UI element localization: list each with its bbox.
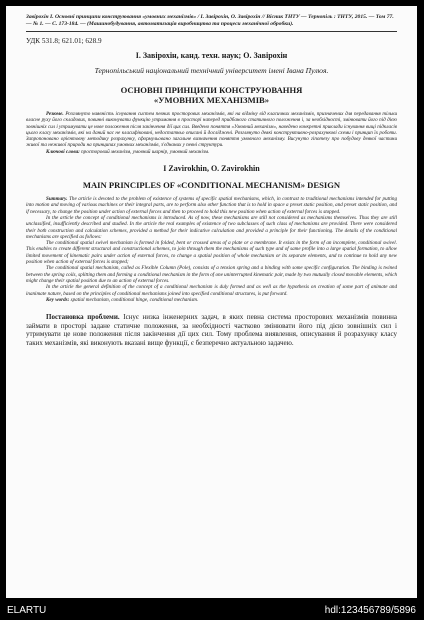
abstract-english-text-1: The article is devoted to the problem of existence of systems of specific spatial mechanisms, which, in contrast to traditional mechanisms intended for putting into motion and moving of various machines or their integral parts, are to perform also other function that is to hold in space a preset static position, and preset static position, and if necessary, to change the position under action of external forces and then to proceed to hold this new position when action of external forces is stopped. <box>26 196 397 215</box>
problem-statement-label: Постановка проблеми. <box>46 313 120 322</box>
abstract-ukrainian-label: Резюме. <box>46 111 64 117</box>
keywords-ukrainian-label: Ключові слова: <box>46 148 80 155</box>
abstract-english-paragraph: In the article the concept of conditional mechanisms is introduced. As of now, these mechanisms are still not considered as mechanisms themselves. Thus they are still unclassified, insufficiently described and studied. In the article the real examples of existence of two subclasses of such class of mechanisms are provided. There were considered their both construction and calculation schemes, provided a method for their indicative calculation and provided a principle for their functioning. The details of the conditional mechanisms are specified as follows: <box>26 214 397 240</box>
abstract-english-paragraph: The conditional spatial mechanism, called as Flexible Column (Pole), consists of a tension spring and a binding with some specific configuration. The binding is twined between the spring coils, splitting them and forming a conditional mechanism in the form of one uninterrupted kinematic pair, made by two mutually closed movable elements, which might change their spatial position due to an action of external forces. <box>26 265 397 284</box>
keywords-ukrainian <box>26 149 397 155</box>
title-ukrainian-line2: «УМОВНИХ МЕХАНІЗМІВ» <box>153 95 270 105</box>
keywords-english <box>26 297 397 303</box>
footer-handle: hdl:123456789/5896 <box>324 605 416 616</box>
footer-repository-name: ELARTU <box>7 605 47 616</box>
title-english: MAIN PRINCIPLES OF «CONDITIONAL MECHANISM» DESIGN <box>82 180 341 191</box>
authors-english: I Zavirokhin, O. Zavirokhin <box>163 164 260 174</box>
citation-header: Завірохін І. Основні принципи конструювання «умовних механізмів» / І. Завірохін, О. Завірохін // Вісник ТНТУ — Тернопіль : ТНТУ, 2015. — Том 77. — № 1. — С. 173-184. — (Машинобудування, автоматизація виробництва та процеси механічної обробки). <box>26 14 397 32</box>
udc-code: УДК 531.8; 621.01; 628.9 <box>26 37 102 45</box>
abstract-english-paragraph: The conditional spatial swivel mechanism is formed in folded, bent or crossed areas of a plate or a membrane. It exists in the form of an incomplete, conditional swivel. This enables to create different structural and constructional schemes, to join through them the mechanisms of such type and of same profile into a large spatial formation, to allow limited movement of kinematic pairs under action of external forces, to change a spatial position of whole mechanism or its separate elements, and to continue to hold any new position when action of external forces is stopped; <box>26 240 397 266</box>
problem-statement-text: Існує низка інженерних задач, в яких певна система просторових механізмів повинна займати в просторі задане статичне положення, за необхідності частково змінювати його під дією зовнішніх сил і утримувати це нове положення після закінчення дії цих сил. Тому проблема виявлення, описування й розрахунку класу таких механізмів, які виконують вказані вище функції, є безперечно актуальною задачею. <box>26 313 397 347</box>
abstract-ukrainian <box>26 111 397 149</box>
abstract-english-label: Summary. <box>46 196 68 203</box>
document-page <box>6 6 417 598</box>
title-ukrainian-line1: ОСНОВНІ ПРИНЦИПИ КОНСТРУЮВАННЯ <box>120 85 303 95</box>
keywords-english-text: spatial mechanism, conditional hinge, conditional mechanism. <box>70 296 199 303</box>
keywords-english-label: Key words: <box>46 296 70 303</box>
abstract-english-paragraph <box>26 196 397 215</box>
footer-bar <box>0 602 424 620</box>
abstract-ukrainian-text: Розглянуто наявність існування систем певних просторових механізмів, які на відміну від класичних механізмів, призначених для передавання тільки власне руху його складових, повинні виконувати функцію утримання в просторі наперед придбаного статичного положення і, за необхідності, змінювати його під дією зовнішніх сил і утримувати це нове положення після закінчення дії цих сил. Введено поняття «Умовний механізм», наведено конкретні приклади існування вищі підкласів цього класу механізмів, які на даний час не класифіковані, недостатньо описані й досліджені. Розглянуто деякі конструктивно-розрахункові схеми і принцип їх роботи. Запропоновано орієнтовну методику розрахунку, сформульовано загальне визначення поняття умовного механізму. Висунуто гіпотезу про побудову деякої частини живої та неживої природи на принципах умовних механізмів, з'єднаних у певні структури. <box>26 111 397 149</box>
affiliation: Тернопільський національний технічний університет імені Івана Пулюя. <box>94 66 329 75</box>
abstract-english <box>26 196 397 303</box>
authors-ukrainian: І. Завірохін, канд. техн. наук; О. Завірохін <box>135 51 288 60</box>
title-ukrainian <box>26 85 397 105</box>
keywords-ukrainian-text: просторовий механізм, умовний шарнір, умовний механізм. <box>81 148 210 155</box>
abstract-english-paragraph: In the article the general definition of the concept of a conditional mechanism is duly formed and as well as the hypothesis on creation of some part of animate and inanimate nature, based on the principles of conditional mechanisms joined into specified conditional structures, is put forward. <box>26 284 397 297</box>
body-text-problem-statement <box>26 313 397 347</box>
